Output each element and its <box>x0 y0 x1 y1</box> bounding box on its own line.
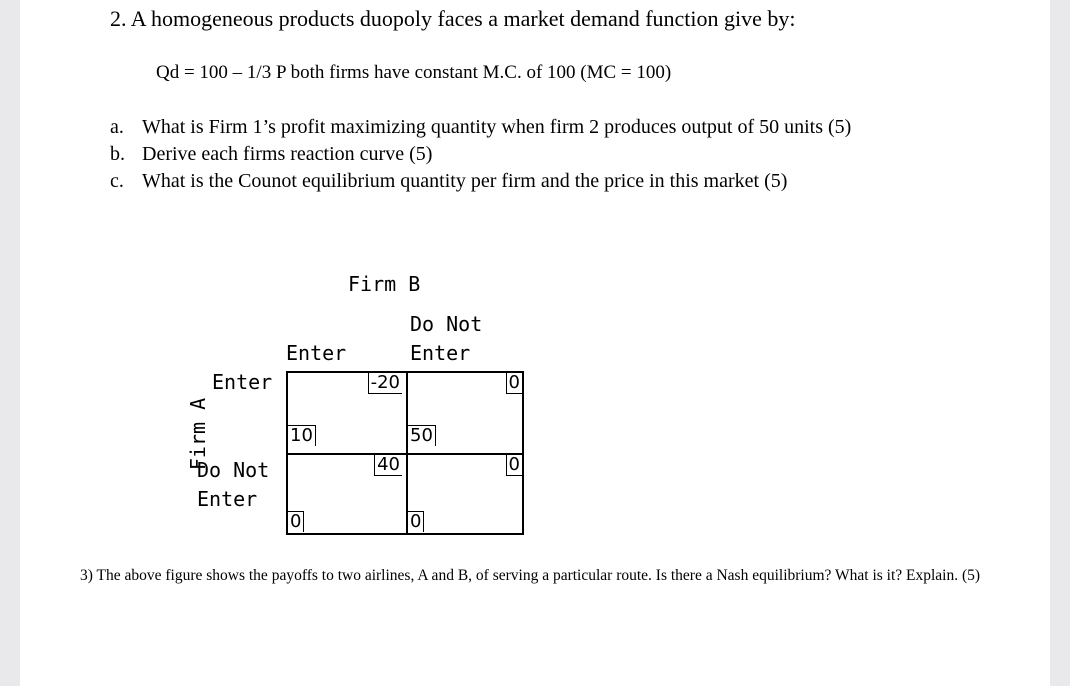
row-enter-label: Enter <box>212 370 273 394</box>
column-do-not-label-line2: Enter <box>410 341 471 365</box>
question-2c-label: c. <box>110 170 124 192</box>
payoff-b-donot-enter: 40 <box>374 455 402 476</box>
column-enter-label: Enter <box>286 341 347 365</box>
question-2a-label: a. <box>110 116 124 138</box>
row-do-not-label-line1: Do Not <box>197 458 270 482</box>
matrix-divider-horizontal <box>288 453 522 455</box>
question-2a <box>110 116 851 139</box>
payoff-a-enter-donot: 50 <box>408 425 436 446</box>
question-2b-text: Derive each firms reaction curve (5) <box>142 143 433 165</box>
question-3: 3) The above figure shows the payoffs to two airlines, A and B, of serving a particular route. Is there a Nash equilibrium? What is it? Explain. (5) <box>80 567 981 584</box>
demand-equation: Qd = 100 – 1/3 P both firms have constant M.C. of 100 (MC = 100) <box>156 62 672 83</box>
payoff-a-donot-enter: 0 <box>288 511 304 532</box>
question-2c-text: What is the Counot equilibrium quantity per firm and the price in this market (5) <box>142 170 788 192</box>
payoff-matrix <box>286 371 524 535</box>
payoff-b-donot-donot: 0 <box>506 455 522 476</box>
document-page <box>20 0 1050 686</box>
payoff-b-enter-enter: -20 <box>368 373 402 394</box>
question-2-title: 2. A homogeneous products duopoly faces a market demand function give by: <box>110 6 796 31</box>
firm-b-label: Firm B <box>348 272 421 296</box>
question-2b-label: b. <box>110 143 125 165</box>
question-2b <box>110 143 432 166</box>
row-do-not-label-line2: Enter <box>197 487 258 511</box>
column-do-not-label-line1: Do Not <box>410 312 483 336</box>
payoff-b-enter-donot: 0 <box>506 373 522 394</box>
question-2c <box>110 170 787 193</box>
payoff-a-donot-donot: 0 <box>408 511 424 532</box>
payoff-a-enter-enter: 10 <box>288 425 316 446</box>
firm-a-label: Firm A <box>186 397 211 471</box>
question-2a-text: What is Firm 1’s profit maximizing quantity when firm 2 produces output of 50 units (5) <box>142 116 852 138</box>
